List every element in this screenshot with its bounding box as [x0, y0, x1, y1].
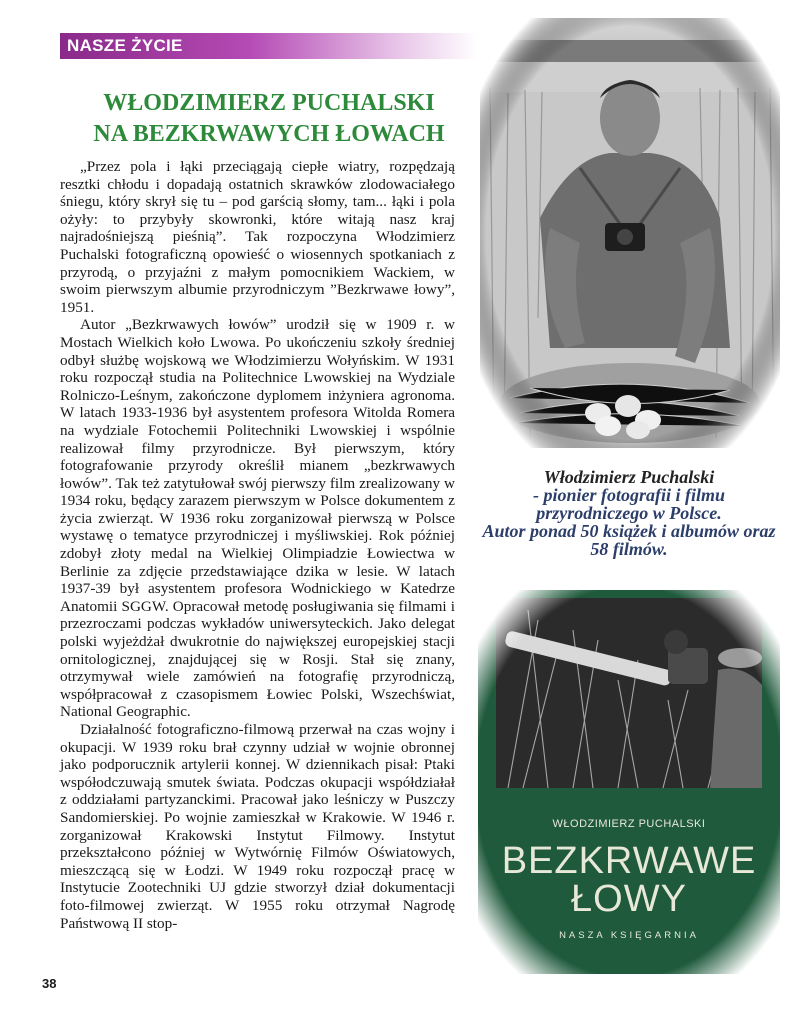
book-cover: [478, 590, 780, 974]
portrait-photo-illustration: [480, 18, 780, 448]
section-label: NASZE ŻYCIE: [67, 36, 183, 55]
caption-name: Włodzimierz Puchalski: [543, 467, 715, 487]
section-header-bar: [60, 33, 478, 59]
book-author: WŁODZIMIERZ PUCHALSKI: [552, 818, 706, 830]
caption-line-3: Autor ponad 50 książek i albumów oraz 58 filmów.: [482, 521, 776, 559]
book-publisher: NASZA KSIĘGARNIA: [559, 930, 699, 941]
article-body: [60, 158, 455, 932]
title-line-2: NA BEZKRWAWYCH ŁOWACH: [93, 121, 445, 147]
photo-caption: [478, 468, 780, 558]
paragraph-1: „Przez pola i łąki przeciągają ciepłe wiatry, rozpędzają resztki chłodu i dopadają ostatnich skrawków zlodowaciałego śniegu, który skrył się tu – pod garścią słomy, tam... łąki i pola ożyły: to przybyły skowronki, które witają nasz kraj najradośniejszą pieśnią”. Tak rozpoczyna Włodzimierz Puchalski fotograficzną opowieść o wiosennych spotkaniach z przyrodą, o przyjaźni z małym pomocnikiem Wackiem, w swoim pierwszym albumie przyrodniczym ”Bezkrwawe łowy”, 1951.: [60, 158, 455, 316]
book-title-line-1: BEZKRWAWE: [501, 840, 757, 882]
title-line-1: WŁODZIMIERZ PUCHALSKI: [103, 90, 435, 116]
paragraph-3: Działalność fotograficzno-filmową przerwał na czas wojny i okupacji. W 1939 roku brał czynny udział w wojnie obronnej jako podporucznik artylerii konnej. W dziennikach pisał: Ptaki współodczuwają smutek świata. Podczas okupacji współdziałał z oddziałami partyzanckimi. Pracował jako leśniczy w Puszczy Sandomierskiej. Po wojnie zamieszkał w Krakowie. W 1946 r. zorganizował Krakowski Instytut Filmowy. Instytut przekształcono później w Wytwórnię Filmów Oświatowych, mieszczącą się w Łodzi. W 1949 roku rozpoczął pracę w Instytucie Zootechniki UJ gdzie stworzył dział dokumentacji foto-filmowej zwierząt. W 1955 roku otrzymał Nagrodę Państwową II stop-: [60, 721, 455, 932]
book-title-line-2: ŁOWY: [571, 878, 687, 920]
caption-line-2: przyrodniczego w Polsce.: [536, 503, 722, 523]
paragraph-2: Autor „Bezkrwawych łowów” urodził się w 1909 r. w Mostach Wielkich koło Lwowa. Po ukończeniu szkoły średniej odbył służbę wojskową we Włodzimierzu Wołyńskim. W 1931 roku rozpoczął studia na Politechnice Lwowskiej na Wydziale Rolniczo-Leśnym, zakończone dyplomem inżyniera agronoma. W latach 1933-1936 był asystentem profesora Witolda Romera na wydziale Fotochemii Politechniki Lwowskiej i wspólnie realizował filmy przyrodnicze. Był pierwszym, który fotografowanie przyrody określił mianem „bezkrwawych łowów”. Tak też zatytułował swój pierwszy film zrealizowany w 1934 roku, będący zarazem pierwszym w Polsce dokumentem z życia zwierząt. W 1936 roku zorganizował pierwszą w Polsce wystawę o tematyce przyrodniczej i myśliwskiej. Rok później zdobył złoty medal na Wielkiej Olimpiadzie Łowiectwa w Berlinie za zdjęcie przedstawiające dzika w lesie. W latach 1937-39 był asystentem profesora Wodnickiego w Katedrze Anatomii SGGW. Opracował metodę posługiwania się filmami i przezroczami podczas wykładów uniwersyteckich. Jako delegat polski wyjeżdżał dwukrotnie do największej europejskiej stacji ornitologicznej, znajdującej się w Rosji. Stał się znany, otrzymywał wiele zamówień na fotografię przyrodniczą, współpracował z czasopismem Łowiec Polski, Wszechświat, National Geographic.: [60, 316, 455, 721]
caption-line-1: - pionier fotografii i filmu: [532, 485, 725, 505]
book-title: [478, 842, 780, 918]
portrait-photo: [480, 18, 780, 448]
page-number: 38: [42, 976, 57, 991]
article-title: [60, 88, 478, 150]
